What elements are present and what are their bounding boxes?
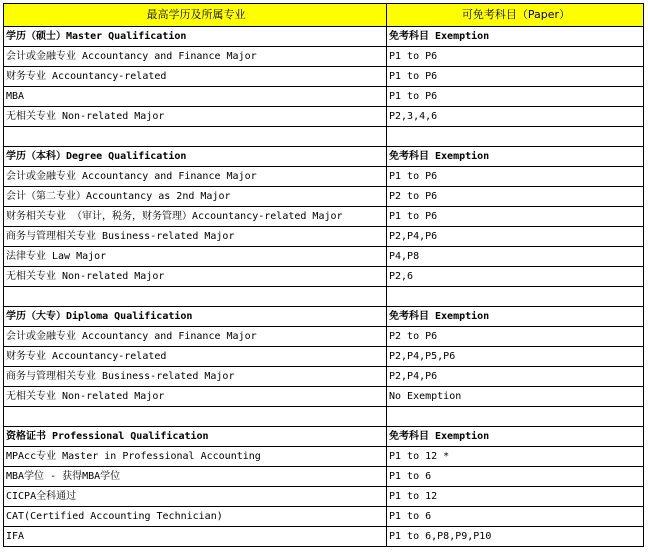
qualification-cell: 会计或金融专业 Accountancy and Finance Major	[4, 327, 387, 347]
table-row	[4, 487, 644, 507]
section-header-row	[4, 147, 644, 167]
qualification-cell: CICPA全科通过	[4, 487, 387, 507]
qualification-cell: MPAcc专业 Master in Professional Accounting	[4, 447, 387, 467]
header-qualification: 最高学历及所属专业	[4, 4, 387, 27]
table-row	[4, 367, 644, 387]
exemption-cell: P4,P8	[387, 247, 644, 267]
qualification-cell: 商务与管理相关专业 Business-related Major	[4, 227, 387, 247]
section-header-row	[4, 427, 644, 447]
exemption-cell: P2,6	[387, 267, 644, 287]
qualification-cell: 无相关专业 Non-related Major	[4, 267, 387, 287]
exemption-cell	[387, 407, 644, 427]
exemption-cell: P2,P4,P6	[387, 367, 644, 387]
table-body	[4, 4, 644, 547]
spacer-row	[4, 287, 644, 307]
table-row	[4, 507, 644, 527]
qualification-cell: 会计或金融专业 Accountancy and Finance Major	[4, 47, 387, 67]
exemption-cell: P2,3,4,6	[387, 107, 644, 127]
qualification-cell: MBA	[4, 87, 387, 107]
table-row	[4, 467, 644, 487]
exemption-table-container	[3, 3, 644, 547]
qualification-cell: 法律专业 Law Major	[4, 247, 387, 267]
table-row	[4, 387, 644, 407]
exemption-cell	[387, 127, 644, 147]
qualification-cell: 资格证书 Professional Qualification	[4, 427, 387, 447]
exemption-cell: 免考科目 Exemption	[387, 307, 644, 327]
qualification-cell: 学历（本科）Degree Qualification	[4, 147, 387, 167]
table-row	[4, 207, 644, 227]
exemption-cell: P1 to 6	[387, 467, 644, 487]
qualification-cell: CAT(Certified Accounting Technician)	[4, 507, 387, 527]
exemption-cell: P1 to P6	[387, 87, 644, 107]
qualification-cell: 学历（大专）Diploma Qualification	[4, 307, 387, 327]
exemption-cell: P1 to 12	[387, 487, 644, 507]
exemption-cell: P1 to P6	[387, 67, 644, 87]
qualification-cell	[4, 407, 387, 427]
qualification-cell: 财务专业 Accountancy-related	[4, 347, 387, 367]
section-header-row	[4, 27, 644, 47]
table-row	[4, 187, 644, 207]
header-exempt-papers: 可免考科目（Paper）	[387, 4, 644, 27]
exemption-cell: 免考科目 Exemption	[387, 147, 644, 167]
table-row	[4, 67, 644, 87]
qualification-cell: 无相关专业 Non-related Major	[4, 387, 387, 407]
qualification-cell: MBA学位 - 获得MBA学位	[4, 467, 387, 487]
exemption-cell: 免考科目 Exemption	[387, 27, 644, 47]
exemption-cell: P2 to P6	[387, 187, 644, 207]
table-row	[4, 347, 644, 367]
exemption-cell: P2,P4,P6	[387, 227, 644, 247]
qualification-cell	[4, 127, 387, 147]
qualification-cell: 会计（第二专业）Accountancy as 2nd Major	[4, 187, 387, 207]
qualification-cell	[4, 287, 387, 307]
exemption-cell	[387, 287, 644, 307]
exemption-cell: P1 to 6	[387, 507, 644, 527]
exemption-cell: No Exemption	[387, 387, 644, 407]
qualification-cell: 财务相关专业 （审计，税务，财务管理）Accountancy-related Major	[4, 207, 387, 227]
qualification-cell: 学历（硕士）Master Qualification	[4, 27, 387, 47]
table-row	[4, 167, 644, 187]
table-row	[4, 527, 644, 547]
table-row	[4, 47, 644, 67]
exemption-cell: P2,P4,P5,P6	[387, 347, 644, 367]
exemption-cell: 免考科目 Exemption	[387, 427, 644, 447]
exemption-cell: P1 to P6	[387, 207, 644, 227]
table-row	[4, 247, 644, 267]
exemption-cell: P2 to P6	[387, 327, 644, 347]
section-header-row	[4, 307, 644, 327]
qualification-cell: IFA	[4, 527, 387, 547]
exemption-table	[3, 3, 644, 547]
exemption-cell: P1 to P6	[387, 47, 644, 67]
qualification-cell: 商务与管理相关专业 Business-related Major	[4, 367, 387, 387]
table-row	[4, 327, 644, 347]
table-row	[4, 227, 644, 247]
spacer-row	[4, 127, 644, 147]
exemption-cell: P1 to 6,P8,P9,P10	[387, 527, 644, 547]
exemption-cell: P1 to 12 *	[387, 447, 644, 467]
table-row	[4, 87, 644, 107]
table-header-row	[4, 4, 644, 27]
table-row	[4, 267, 644, 287]
table-row	[4, 447, 644, 467]
qualification-cell: 财务专业 Accountancy-related	[4, 67, 387, 87]
exemption-cell: P1 to P6	[387, 167, 644, 187]
table-row	[4, 107, 644, 127]
qualification-cell: 无相关专业 Non-related Major	[4, 107, 387, 127]
spacer-row	[4, 407, 644, 427]
qualification-cell: 会计或金融专业 Accountancy and Finance Major	[4, 167, 387, 187]
